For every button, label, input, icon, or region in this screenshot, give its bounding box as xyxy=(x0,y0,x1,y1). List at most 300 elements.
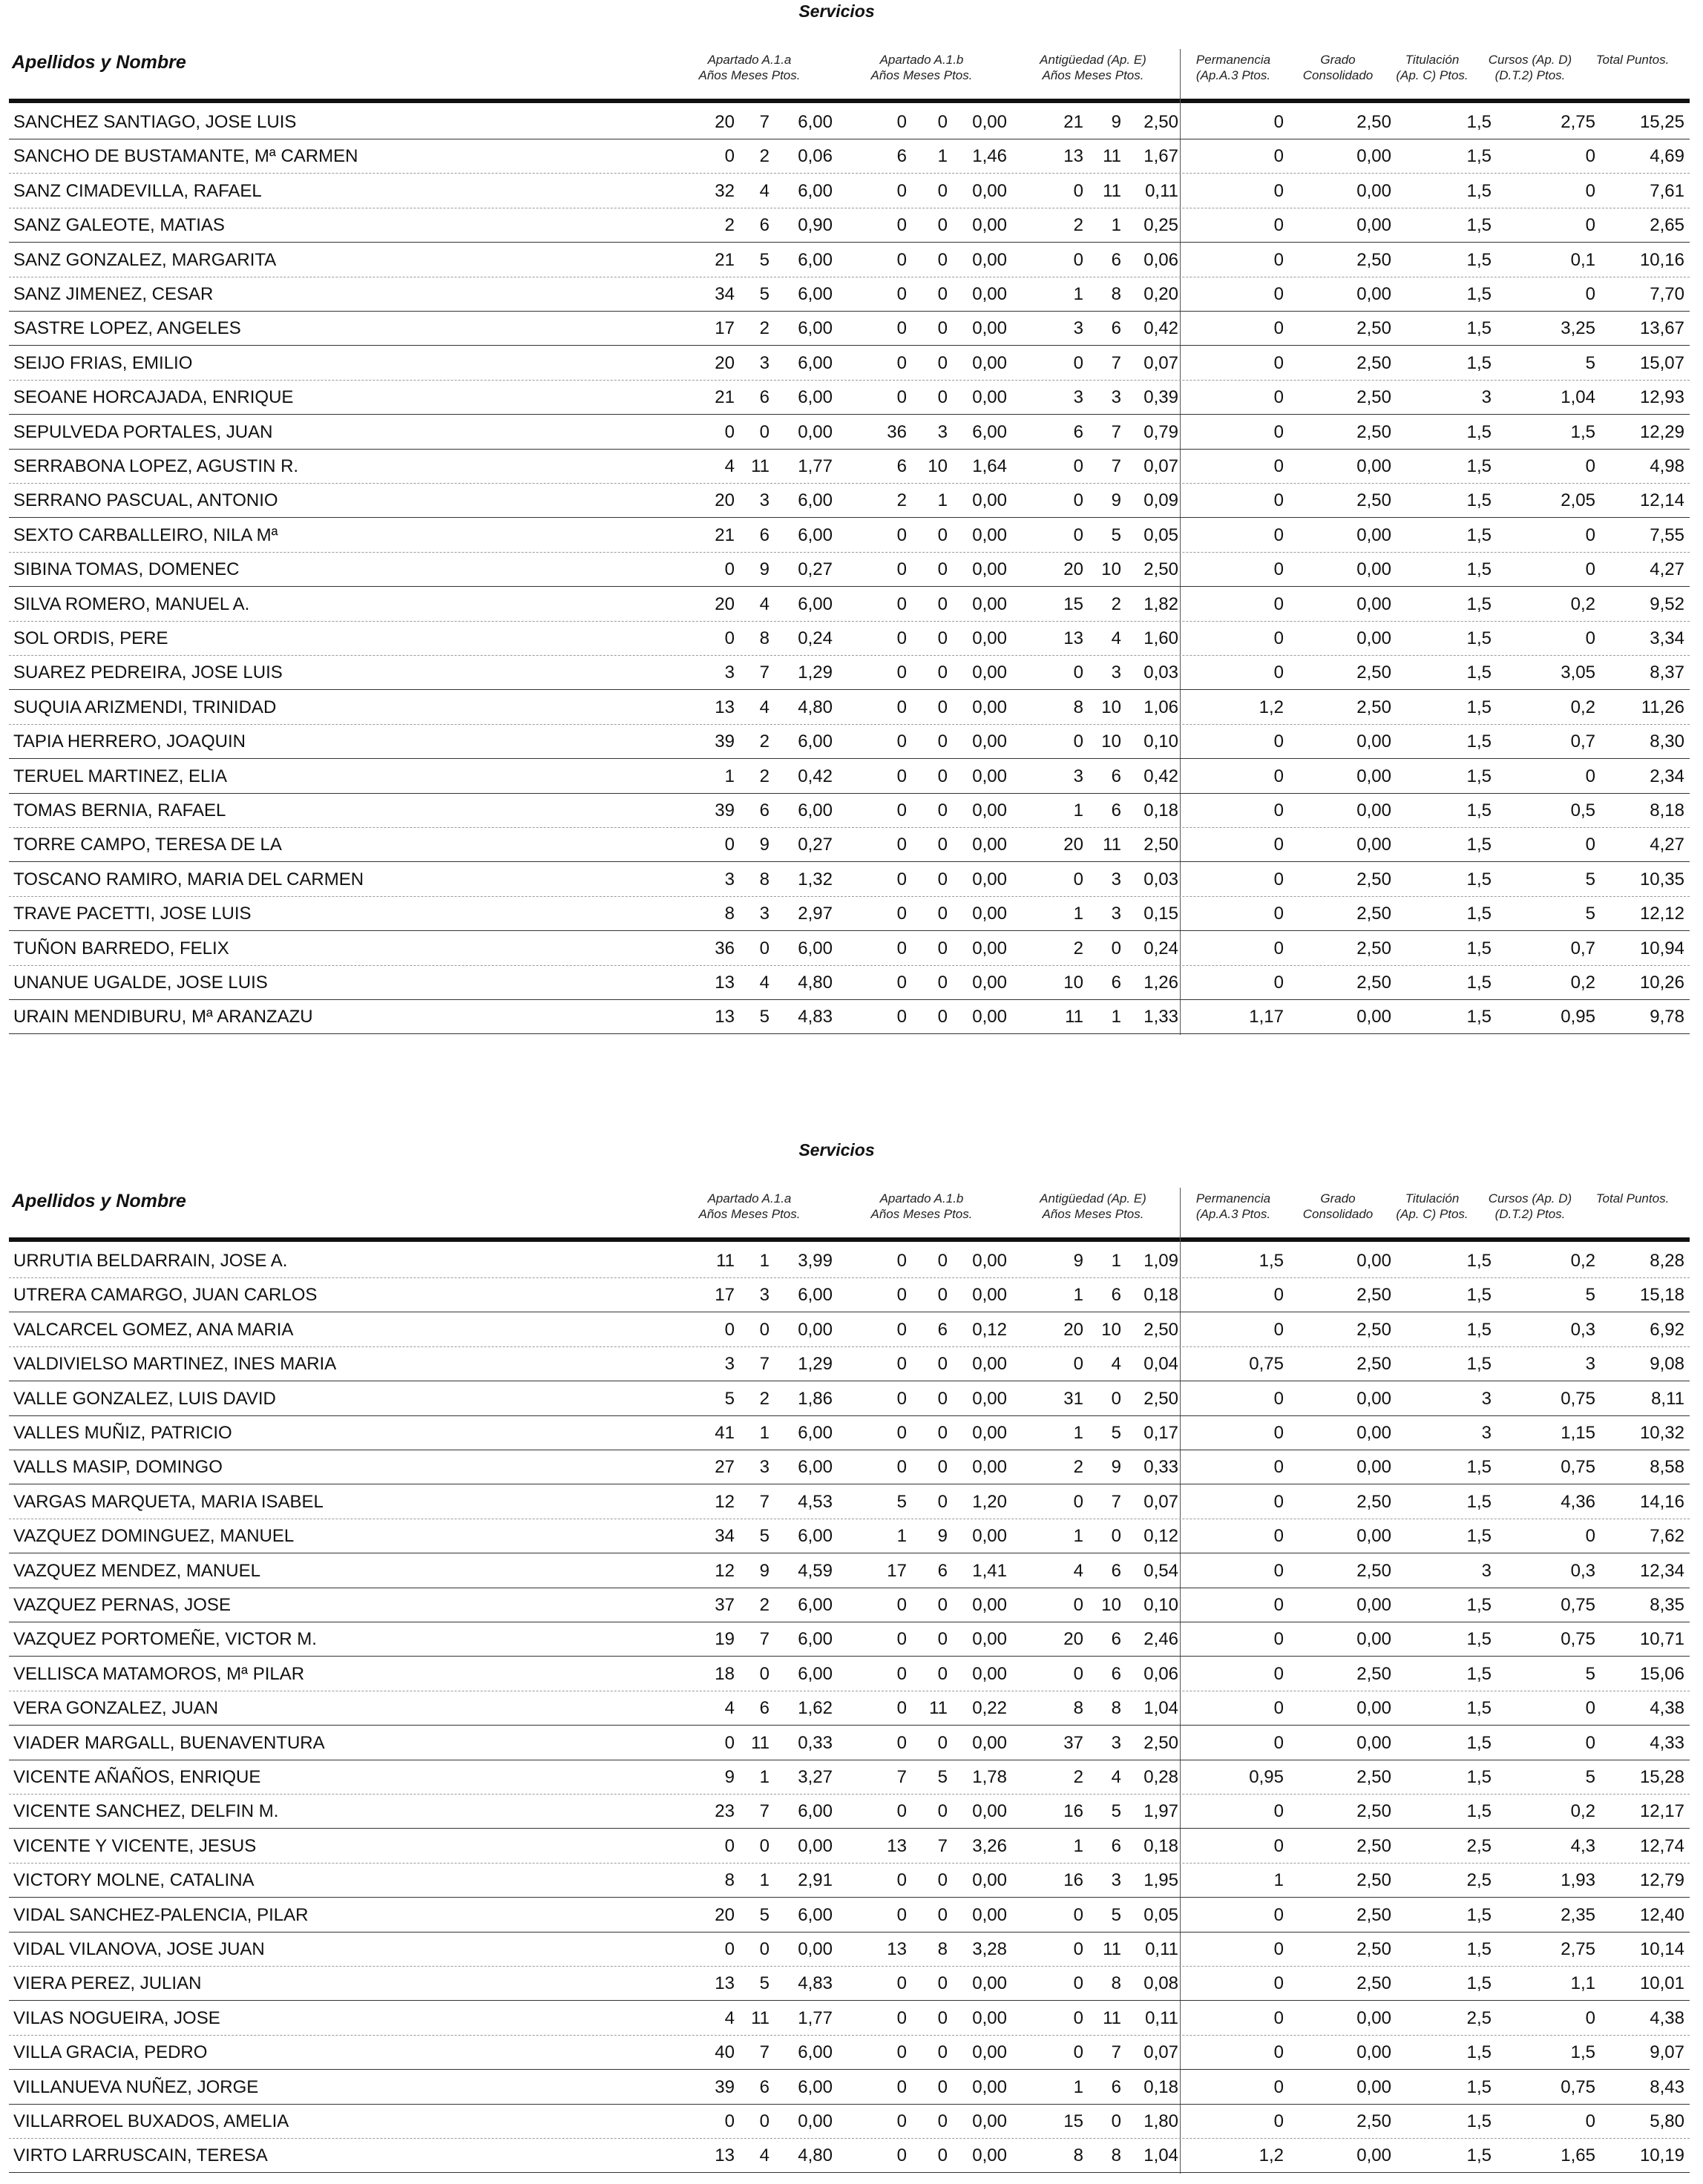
total-cell: 14,16 xyxy=(1639,1491,1684,1512)
titul-cell: 1,5 xyxy=(1466,249,1492,270)
cursos-cell: 0,7 xyxy=(1570,938,1595,958)
header-a1a xyxy=(668,52,831,83)
a1b-cell: 0 xyxy=(937,835,948,855)
a1b-cell: 0,00 xyxy=(972,1526,1007,1547)
cursos-cell: 1,5 xyxy=(1570,2042,1595,2063)
total-cell: 4,27 xyxy=(1650,835,1684,855)
a1b-cell: 0,00 xyxy=(972,2007,1007,2028)
a1b-cell: 0,00 xyxy=(972,352,1007,373)
titul-cell: 1,5 xyxy=(1466,869,1492,889)
antig-cell: 9 xyxy=(1073,1251,1083,1271)
a1a-cell: 37 xyxy=(715,1595,735,1615)
antig-cell: 8 xyxy=(1073,2145,1083,2166)
table-row xyxy=(9,381,1690,415)
cursos-cell: 0 xyxy=(1585,215,1595,236)
a1b-cell: 0,00 xyxy=(972,2111,1007,2131)
total-cell: 8,11 xyxy=(1651,1388,1684,1409)
titul-cell: 1,5 xyxy=(1466,1904,1492,1925)
a1b-cell: 0 xyxy=(937,766,948,786)
antig-cell: 0 xyxy=(1073,352,1083,373)
antig-cell: 6 xyxy=(1111,1560,1121,1581)
name-cell: SIBINA TOMAS, DOMENEC xyxy=(13,559,240,580)
cursos-cell: 0 xyxy=(1585,2007,1595,2028)
a1a-cell: 2 xyxy=(759,1595,770,1615)
total-cell: 15,28 xyxy=(1639,1767,1684,1787)
table-row xyxy=(9,1244,1690,1278)
antig-cell: 3 xyxy=(1111,1732,1121,1753)
perm-cell: 0 xyxy=(1273,146,1284,167)
antig-cell: 0 xyxy=(1073,456,1083,476)
header-perm xyxy=(1178,1191,1289,1222)
antig-cell: 0 xyxy=(1073,1939,1083,1959)
perm-cell: 0 xyxy=(1273,1423,1284,1443)
total-cell: 4,33 xyxy=(1650,1732,1684,1753)
antig-cell: 16 xyxy=(1063,1870,1083,1891)
antig-cell: 0,10 xyxy=(1143,731,1178,752)
antig-cell: 0 xyxy=(1073,490,1083,511)
antig-cell: 10 xyxy=(1063,973,1083,993)
antig-cell: 0 xyxy=(1073,1491,1083,1512)
a1a-cell: 6 xyxy=(759,800,770,820)
antig-cell: 6 xyxy=(1111,1629,1121,1650)
grado-cell: 0,00 xyxy=(1356,1251,1391,1271)
titul-cell: 3 xyxy=(1481,1560,1492,1581)
table-row xyxy=(9,277,1690,312)
a1b-cell: 0 xyxy=(896,2145,907,2166)
table-row xyxy=(9,691,1690,725)
a1a-cell: 1 xyxy=(759,1767,770,1787)
name-cell: VICENTE AÑAÑOS, ENRIQUE xyxy=(13,1767,261,1787)
name-cell: VIRTO LARRUSCAIN, TERESA xyxy=(13,2145,268,2166)
a1b-cell: 6 xyxy=(896,456,907,476)
a1a-cell: 4 xyxy=(759,697,770,717)
cursos-cell: 0 xyxy=(1585,2111,1595,2131)
a1a-cell: 0,27 xyxy=(798,559,833,580)
a1b-cell: 1,46 xyxy=(972,146,1007,167)
a1b-cell: 0 xyxy=(896,869,907,889)
a1a-cell: 34 xyxy=(715,1526,735,1547)
a1a-cell: 12 xyxy=(715,1560,735,1581)
antig-cell: 1 xyxy=(1073,800,1083,820)
antig-cell: 4 xyxy=(1111,1767,1121,1787)
perm-cell: 0 xyxy=(1273,180,1284,201)
perm-cell: 1,5 xyxy=(1259,1251,1284,1271)
a1b-cell: 0,00 xyxy=(972,490,1007,511)
grado-cell: 2,50 xyxy=(1356,938,1391,958)
total-cell: 10,26 xyxy=(1639,973,1684,993)
a1a-cell: 1,32 xyxy=(798,869,833,889)
a1a-cell: 1,29 xyxy=(798,1354,833,1375)
antig-cell: 6 xyxy=(1111,800,1121,820)
a1b-cell: 0,00 xyxy=(972,904,1007,924)
grado-cell: 0,00 xyxy=(1356,1457,1391,1478)
table-row xyxy=(9,897,1690,931)
perm-cell: 0 xyxy=(1273,1835,1284,1856)
a1b-cell: 0 xyxy=(937,1457,948,1478)
name-cell: VAZQUEZ MENDEZ, MANUEL xyxy=(13,1560,260,1581)
header-line: Titulación xyxy=(1405,1191,1460,1206)
a1a-cell: 13 xyxy=(715,1007,735,1027)
antig-cell: 0,03 xyxy=(1143,869,1178,889)
a1a-cell: 11 xyxy=(751,456,770,476)
total-cell: 13,67 xyxy=(1639,318,1684,339)
a1a-cell: 2 xyxy=(759,766,770,786)
a1b-cell: 0 xyxy=(937,628,948,648)
antig-cell: 0,07 xyxy=(1143,1491,1178,1512)
table-row xyxy=(9,966,1690,1000)
antig-cell: 1,67 xyxy=(1143,146,1178,167)
a1a-cell: 8 xyxy=(724,1870,735,1891)
name-cell: SOL ORDIS, PERE xyxy=(13,628,168,648)
a1b-cell: 13 xyxy=(887,1939,907,1959)
header-antig xyxy=(1011,1191,1175,1222)
cursos-cell: 4,3 xyxy=(1570,1835,1595,1856)
a1a-cell: 0 xyxy=(724,835,735,855)
a1b-cell: 5 xyxy=(896,1491,907,1512)
header-a1a xyxy=(668,1191,831,1222)
a1b-cell: 0 xyxy=(937,387,948,408)
a1a-cell: 6,00 xyxy=(798,1457,833,1478)
total-cell: 8,28 xyxy=(1650,1251,1684,1271)
a1b-cell: 0,00 xyxy=(972,593,1007,614)
antig-cell: 0,05 xyxy=(1143,1904,1178,1925)
a1a-cell: 7 xyxy=(759,112,770,132)
header-titul xyxy=(1384,1191,1480,1222)
antig-cell: 2 xyxy=(1073,1767,1083,1787)
a1b-cell: 0 xyxy=(896,662,907,683)
a1a-cell: 3,99 xyxy=(798,1251,833,1271)
a1b-cell: 3 xyxy=(937,421,948,442)
titul-cell: 1,5 xyxy=(1466,662,1492,683)
perm-cell: 0 xyxy=(1273,1904,1284,1925)
antig-cell: 3 xyxy=(1073,766,1083,786)
cursos-cell: 0 xyxy=(1585,180,1595,201)
a1b-cell: 1,41 xyxy=(972,1560,1007,1581)
antig-cell: 31 xyxy=(1063,1388,1083,1409)
grado-cell: 0,00 xyxy=(1356,2042,1391,2063)
a1b-cell: 9 xyxy=(937,1526,948,1547)
grado-cell: 2,50 xyxy=(1356,973,1391,993)
name-cell: VIADER MARGALL, BUENAVENTURA xyxy=(13,1732,325,1753)
titul-cell: 1,5 xyxy=(1466,1526,1492,1547)
antig-cell: 9 xyxy=(1111,112,1121,132)
name-cell: VILAS NOGUEIRA, JOSE xyxy=(13,2007,220,2028)
antig-cell: 4 xyxy=(1111,628,1121,648)
a1a-cell: 4,59 xyxy=(798,1560,833,1581)
antig-cell: 6 xyxy=(1111,2076,1121,2097)
total-cell: 7,61 xyxy=(1650,180,1684,201)
name-cell: VALLES MUÑIZ, PATRICIO xyxy=(13,1423,232,1443)
a1a-cell: 6,00 xyxy=(798,1629,833,1650)
grado-cell: 2,50 xyxy=(1356,1939,1391,1959)
a1a-cell: 4,83 xyxy=(798,1973,833,1994)
titul-cell: 3 xyxy=(1481,387,1492,408)
antig-cell: 1,95 xyxy=(1143,1870,1178,1891)
antig-cell: 0,03 xyxy=(1143,662,1178,683)
a1b-cell: 0 xyxy=(896,938,907,958)
header-line: Apartado A.1.b xyxy=(879,53,964,67)
a1b-cell: 0,00 xyxy=(972,112,1007,132)
header-rule xyxy=(9,99,1690,103)
a1a-cell: 6 xyxy=(759,2076,770,2097)
antig-cell: 10 xyxy=(1101,1595,1121,1615)
grado-cell: 0,00 xyxy=(1356,835,1391,855)
antig-cell: 0 xyxy=(1073,2042,1083,2063)
antig-cell: 1 xyxy=(1073,1835,1083,1856)
perm-cell: 0 xyxy=(1273,1595,1284,1615)
titul-cell: 1,5 xyxy=(1466,1319,1492,1340)
titul-cell: 1,5 xyxy=(1466,490,1492,511)
table-row xyxy=(9,1760,1690,1795)
name-cell: VILLA GRACIA, PEDRO xyxy=(13,2042,208,2063)
a1b-cell: 0 xyxy=(937,559,948,580)
antig-cell: 5 xyxy=(1111,524,1121,545)
cursos-cell: 0 xyxy=(1585,524,1595,545)
name-cell: SANCHO DE BUSTAMANTE, Mª CARMEN xyxy=(13,146,358,167)
perm-cell: 0 xyxy=(1273,593,1284,614)
antig-cell: 0 xyxy=(1073,524,1083,545)
antig-cell: 1 xyxy=(1073,1423,1083,1443)
a1a-cell: 6,00 xyxy=(798,318,833,339)
titul-cell: 1,5 xyxy=(1466,1767,1492,1787)
titul-cell: 2,5 xyxy=(1466,1835,1492,1856)
antig-cell: 0,54 xyxy=(1143,1560,1178,1581)
a1a-cell: 13 xyxy=(715,2145,735,2166)
a1b-cell: 0 xyxy=(896,1423,907,1443)
titul-cell: 3 xyxy=(1481,1388,1492,1409)
a1b-cell: 0 xyxy=(896,387,907,408)
cursos-cell: 0 xyxy=(1585,835,1595,855)
perm-cell: 0 xyxy=(1273,387,1284,408)
antig-cell: 3 xyxy=(1111,387,1121,408)
a1a-cell: 1,29 xyxy=(798,662,833,683)
header-line: Antigüedad (Ap. E) xyxy=(1040,53,1146,67)
a1a-cell: 6 xyxy=(759,1698,770,1719)
a1b-cell: 0,00 xyxy=(972,1904,1007,1925)
grado-cell: 0,00 xyxy=(1356,1698,1391,1719)
a1a-cell: 8 xyxy=(759,628,770,648)
antig-cell: 0 xyxy=(1073,1973,1083,1994)
cursos-cell: 2,75 xyxy=(1561,112,1595,132)
table-row xyxy=(9,2105,1690,2139)
a1a-cell: 6,00 xyxy=(798,800,833,820)
a1a-cell: 21 xyxy=(715,249,735,270)
a1b-cell: 0,12 xyxy=(972,1319,1007,1340)
a1b-cell: 0 xyxy=(896,180,907,201)
perm-cell: 0 xyxy=(1273,1526,1284,1547)
table-row xyxy=(9,1795,1690,1829)
table-row xyxy=(9,1347,1690,1381)
header-line: Grado xyxy=(1320,1191,1356,1206)
a1a-cell: 0,00 xyxy=(798,1319,833,1340)
a1b-cell: 1 xyxy=(937,146,948,167)
a1b-cell: 0,00 xyxy=(972,1457,1007,1478)
a1b-cell: 6 xyxy=(937,1560,948,1581)
cursos-cell: 3,05 xyxy=(1561,662,1595,683)
table-row xyxy=(9,415,1690,450)
antig-cell: 3 xyxy=(1111,1870,1121,1891)
antig-cell: 1 xyxy=(1073,1526,1083,1547)
a1a-cell: 0,90 xyxy=(798,215,833,236)
antig-cell: 0,24 xyxy=(1143,938,1178,958)
cursos-cell: 0,3 xyxy=(1570,1319,1595,1340)
table-row xyxy=(9,932,1690,966)
a1b-cell: 1,78 xyxy=(972,1767,1007,1787)
a1a-cell: 6,00 xyxy=(798,1801,833,1822)
a1a-cell: 6 xyxy=(759,524,770,545)
a1a-cell: 6,00 xyxy=(798,1423,833,1443)
a1a-cell: 6,00 xyxy=(798,593,833,614)
grado-cell: 2,50 xyxy=(1356,387,1391,408)
grado-cell: 2,50 xyxy=(1356,2111,1391,2131)
antig-cell: 37 xyxy=(1063,1732,1083,1753)
a1a-cell: 4,83 xyxy=(798,1007,833,1027)
titul-cell: 1,5 xyxy=(1466,1007,1492,1027)
a1b-cell: 0,00 xyxy=(972,835,1007,855)
grado-cell: 0,00 xyxy=(1356,1007,1391,1027)
name-cell: SEOANE HORCAJADA, ENRIQUE xyxy=(13,387,294,408)
antig-cell: 3 xyxy=(1111,869,1121,889)
a1b-cell: 7 xyxy=(896,1767,907,1787)
table-row xyxy=(9,1588,1690,1622)
a1a-cell: 4,53 xyxy=(798,1491,833,1512)
a1b-cell: 0 xyxy=(937,112,948,132)
antig-cell: 1 xyxy=(1073,904,1083,924)
header-line: Apartado A.1.a xyxy=(707,53,792,67)
name-cell: SEIJO FRIAS, EMILIO xyxy=(13,352,193,373)
a1a-cell: 21 xyxy=(715,524,735,545)
total-cell: 8,37 xyxy=(1650,662,1684,683)
a1b-cell: 0 xyxy=(937,1973,948,1994)
name-cell: TAPIA HERRERO, JOAQUIN xyxy=(13,731,246,752)
name-cell: VILLARROEL BUXADOS, AMELIA xyxy=(13,2111,289,2131)
table-row xyxy=(9,656,1690,690)
a1a-cell: 3,27 xyxy=(798,1767,833,1787)
a1a-cell: 5 xyxy=(724,1388,735,1409)
cursos-cell: 0,75 xyxy=(1561,1629,1595,1650)
titul-cell: 1,5 xyxy=(1466,1457,1492,1478)
antig-cell: 2,50 xyxy=(1143,1319,1178,1340)
titul-cell: 1,5 xyxy=(1466,456,1492,476)
perm-cell: 0 xyxy=(1273,628,1284,648)
a1a-cell: 0 xyxy=(724,1319,735,1340)
antig-cell: 0 xyxy=(1073,249,1083,270)
a1a-cell: 6,00 xyxy=(798,284,833,304)
total-cell: 10,14 xyxy=(1639,1939,1684,1959)
antig-cell: 0,25 xyxy=(1143,215,1178,236)
grado-cell: 0,00 xyxy=(1356,1595,1391,1615)
antig-cell: 0,07 xyxy=(1143,2042,1178,2063)
cursos-cell: 1,65 xyxy=(1561,2145,1595,2166)
a1b-cell: 0 xyxy=(896,628,907,648)
a1b-cell: 1,20 xyxy=(972,1491,1007,1512)
grado-cell: 2,50 xyxy=(1356,1835,1391,1856)
a1b-cell: 0,00 xyxy=(972,1870,1007,1891)
grado-cell: 2,50 xyxy=(1356,318,1391,339)
a1b-cell: 0 xyxy=(896,1457,907,1478)
table-row xyxy=(9,1554,1690,1588)
antig-cell: 0 xyxy=(1073,869,1083,889)
table-row xyxy=(9,1657,1690,1691)
perm-cell: 0 xyxy=(1273,973,1284,993)
grado-cell: 2,50 xyxy=(1356,1560,1391,1581)
antig-cell: 1,04 xyxy=(1143,2145,1178,2166)
antig-cell: 0 xyxy=(1073,731,1083,752)
cursos-cell: 0,75 xyxy=(1561,1595,1595,1615)
a1b-cell: 0 xyxy=(937,800,948,820)
perm-cell: 0 xyxy=(1273,1319,1284,1340)
a1b-cell: 3,26 xyxy=(972,1835,1007,1856)
grado-cell: 0,00 xyxy=(1356,146,1391,167)
a1b-cell: 0,00 xyxy=(972,2145,1007,2166)
table-row xyxy=(9,1898,1690,1933)
titul-cell: 1,5 xyxy=(1466,1663,1492,1684)
a1a-cell: 0,24 xyxy=(798,628,833,648)
titul-cell: 1,5 xyxy=(1466,1973,1492,1994)
a1a-cell: 0,42 xyxy=(798,766,833,786)
a1a-cell: 19 xyxy=(715,1629,735,1650)
cursos-cell: 1,5 xyxy=(1570,421,1595,442)
perm-cell: 0 xyxy=(1273,456,1284,476)
cursos-cell: 0 xyxy=(1585,146,1595,167)
perm-cell: 0 xyxy=(1273,1560,1284,1581)
antig-cell: 0,28 xyxy=(1143,1767,1178,1787)
a1a-cell: 8 xyxy=(759,869,770,889)
titul-cell: 1,5 xyxy=(1466,904,1492,924)
header-name: Apellidos y Nombre xyxy=(12,52,186,73)
antig-cell: 8 xyxy=(1111,2145,1121,2166)
header-perm xyxy=(1178,52,1289,83)
a1b-cell: 0 xyxy=(896,559,907,580)
a1b-cell: 0,00 xyxy=(972,559,1007,580)
titul-cell: 1,5 xyxy=(1466,146,1492,167)
titul-cell: 1,5 xyxy=(1466,2111,1492,2131)
header-line: Grado xyxy=(1320,53,1356,67)
antig-cell: 11 xyxy=(1103,835,1121,855)
name-cell: VALDIVIELSO MARTINEZ, INES MARIA xyxy=(13,1354,337,1375)
a1a-cell: 0 xyxy=(724,1835,735,1856)
total-cell: 8,35 xyxy=(1650,1595,1684,1615)
antig-cell: 7 xyxy=(1111,1491,1121,1512)
a1b-cell: 3,28 xyxy=(972,1939,1007,1959)
a1a-cell: 0,33 xyxy=(798,1732,833,1753)
a1a-cell: 3 xyxy=(724,662,735,683)
a1b-cell: 0 xyxy=(937,2145,948,2166)
titul-cell: 1,5 xyxy=(1466,2076,1492,2097)
titul-cell: 1,5 xyxy=(1466,1251,1492,1271)
a1a-cell: 11 xyxy=(751,2007,770,2028)
perm-cell: 1 xyxy=(1273,1870,1284,1891)
a1a-cell: 6,00 xyxy=(798,1285,833,1306)
a1a-cell: 6,00 xyxy=(798,524,833,545)
perm-cell: 1,2 xyxy=(1259,2145,1284,2166)
header-cursos xyxy=(1474,52,1586,83)
a1a-cell: 6,00 xyxy=(798,1595,833,1615)
total-cell: 15,25 xyxy=(1639,112,1684,132)
antig-cell: 7 xyxy=(1111,2042,1121,2063)
a1b-cell: 0 xyxy=(937,973,948,993)
a1b-cell: 8 xyxy=(937,1939,948,1959)
a1b-cell: 0,00 xyxy=(972,387,1007,408)
name-cell: TORRE CAMPO, TERESA DE LA xyxy=(13,835,282,855)
antig-cell: 7 xyxy=(1111,456,1121,476)
a1a-cell: 7 xyxy=(759,2042,770,2063)
total-cell: 10,35 xyxy=(1639,869,1684,889)
a1b-cell: 0 xyxy=(896,524,907,545)
cursos-cell: 0,5 xyxy=(1570,800,1595,820)
a1b-cell: 0 xyxy=(896,1285,907,1306)
total-cell: 12,12 xyxy=(1639,904,1684,924)
